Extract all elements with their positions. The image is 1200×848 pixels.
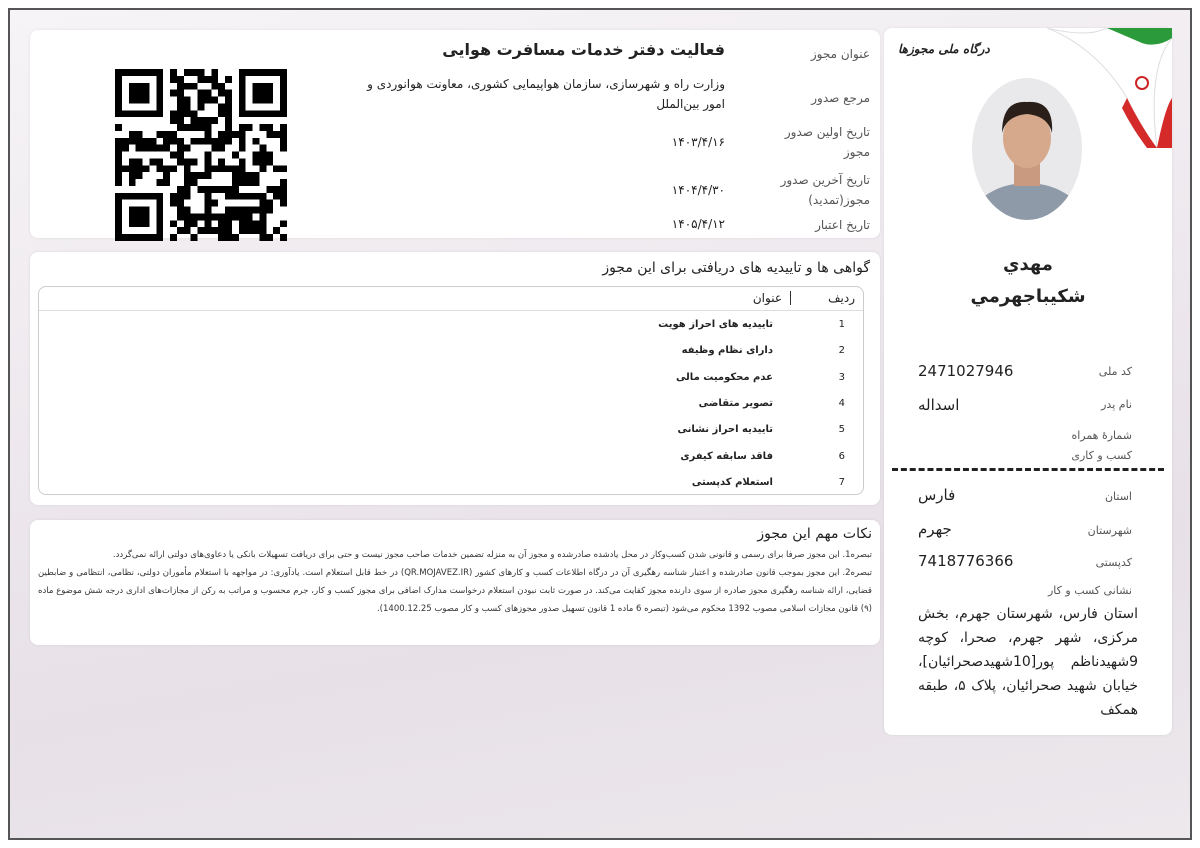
table-row (39, 313, 863, 339)
father-name: اسداله (918, 396, 960, 414)
first-issue-date: ۱۴۰۳/۴/۱۶ (671, 135, 725, 149)
certificates-heading: گواهی ها و تاییدیه های دریافتی برای این مجوز (602, 260, 870, 276)
table-header (39, 287, 863, 311)
certificates-table (38, 286, 864, 495)
last-issue-label: تاریخ آخرین صدور مجوز(تمدید) (780, 173, 870, 207)
license-title: فعالیت دفتر خدمات مسافرت هوایی (442, 40, 725, 59)
license-info-card (30, 30, 880, 238)
row-title: تاییدیه احراز نشانی (677, 424, 773, 436)
table-row (39, 392, 863, 418)
last-issue-date: ۱۴۰۴/۴/۳۰ (671, 183, 725, 197)
row-number: 6 (838, 450, 845, 462)
validity-label: تاریخ اعتبار (815, 218, 870, 232)
validity-date: ۱۴۰۵/۴/۱۲ (671, 217, 725, 231)
holder-first-name: مهدي (1003, 254, 1053, 275)
note-2: تبصره2. این مجوز بموجب قانون صادرشده و اعتبار شناسه رهگیری آن در درگاه اطلاعات کسب و کارهای کشور (QR.MOJAVEZ.IR) در خط قابل استعلام است. یادآوری: در مواجهه با استعلام مأموران دولتی، نظامی، انتظامی و ضابطین قضایی، ارائه شناسه رهگیری مجوز صادره از سوی دارنده مجوز کفایت می‌کند. در صورت ثابت نبودن استعلام درخواست مدارک اضافی برای مجوز کسب و کار، جرم محسوب و مراتب به رکن از مجازات‌های اداری درجه شش موضوع ماده (۹) قانون مجازات اسلامی مصوب 1392 محکوم می‌شود (تبصره 6 ماده 1 قانون تسهیل صدور مجوزهای کسب و کار مصوب 1400.12.25). (38, 568, 872, 614)
issuer-label: مرجع صدور (811, 91, 870, 105)
table-row (39, 418, 863, 444)
row-title: تاییدیه های احراز هویت (658, 319, 773, 330)
row-number: 1 (838, 319, 845, 330)
province: فارس (918, 486, 956, 504)
col-title: عنوان (753, 291, 791, 305)
holder-photo (972, 78, 1082, 220)
issuer: وزارت راه و شهرسازی، سازمان هواپیمایی کشوری، معاونت هوانوردی و امور بین‌الملل (367, 77, 725, 111)
portal-logo: درگاه ملی مجوزها (898, 42, 990, 56)
holder-card (884, 28, 1172, 735)
national-id-label: کد ملی (1098, 365, 1132, 378)
table-row (39, 471, 863, 497)
row-number: 5 (838, 424, 845, 436)
row-title: دارای نظام وظیفه (681, 345, 773, 357)
address: استان فارس، شهرستان جهرم، بخش مرکزی، شهر جهرم، صحرا، کوچه 9شهیدناظم پور[10شهیدصحرائیان]، خیابان شهید صحرائیان، پلاک ۵، طبقه همکف (918, 606, 1138, 718)
row-number: 7 (838, 476, 845, 488)
postal-code-label: کدپستی (1095, 556, 1132, 569)
row-number: 2 (838, 345, 845, 357)
first-issue-label: تاریخ اولین صدور مجوز (784, 125, 870, 159)
holder-last-name: شكيباجهرمي (970, 286, 1086, 307)
father-name-label: نام پدر (1101, 398, 1132, 411)
note-1: تبصره1. این مجوز صرفا برای رسمی و قانونی شدن کسب‌وکار در محل یادشده صادرشده و مجوز آن به منزله تضمین خدمات صاحب مجوز نیست و حتی برای دریافت تسهیلات بانکی یا دعاوی‌های دولتی ارائه نمی‌گردد. (112, 550, 872, 560)
row-number: 3 (838, 371, 845, 383)
row-title: استعلام کدپستی (691, 476, 773, 488)
mobile-label: شمارهٔ همراه کسب و کاری (1071, 429, 1132, 462)
row-number: 4 (838, 397, 845, 409)
table-row (39, 366, 863, 392)
col-row: ردیف (828, 291, 855, 305)
province-label: استان (1104, 490, 1132, 503)
table-row (39, 339, 863, 365)
national-id: 2471027946 (918, 362, 1014, 380)
county: جهرم (918, 520, 952, 538)
table-row (39, 445, 863, 471)
row-title: عدم محکومیت مالی (675, 371, 773, 383)
county-label: شهرستان (1087, 524, 1132, 537)
title-label: عنوان مجوز (810, 47, 870, 61)
row-title: فاقد سابقه کیفری (680, 450, 773, 462)
address-label: نشانی کسب و کار (1047, 584, 1132, 597)
row-title: تصویر متقاضی (698, 397, 773, 409)
postal-code: 7418776366 (918, 552, 1014, 570)
notes-card (30, 520, 880, 645)
certificates-card (30, 252, 880, 505)
qr-code (115, 69, 287, 241)
divider (892, 468, 1164, 471)
notes-heading: نکات مهم این مجوز (757, 526, 872, 542)
